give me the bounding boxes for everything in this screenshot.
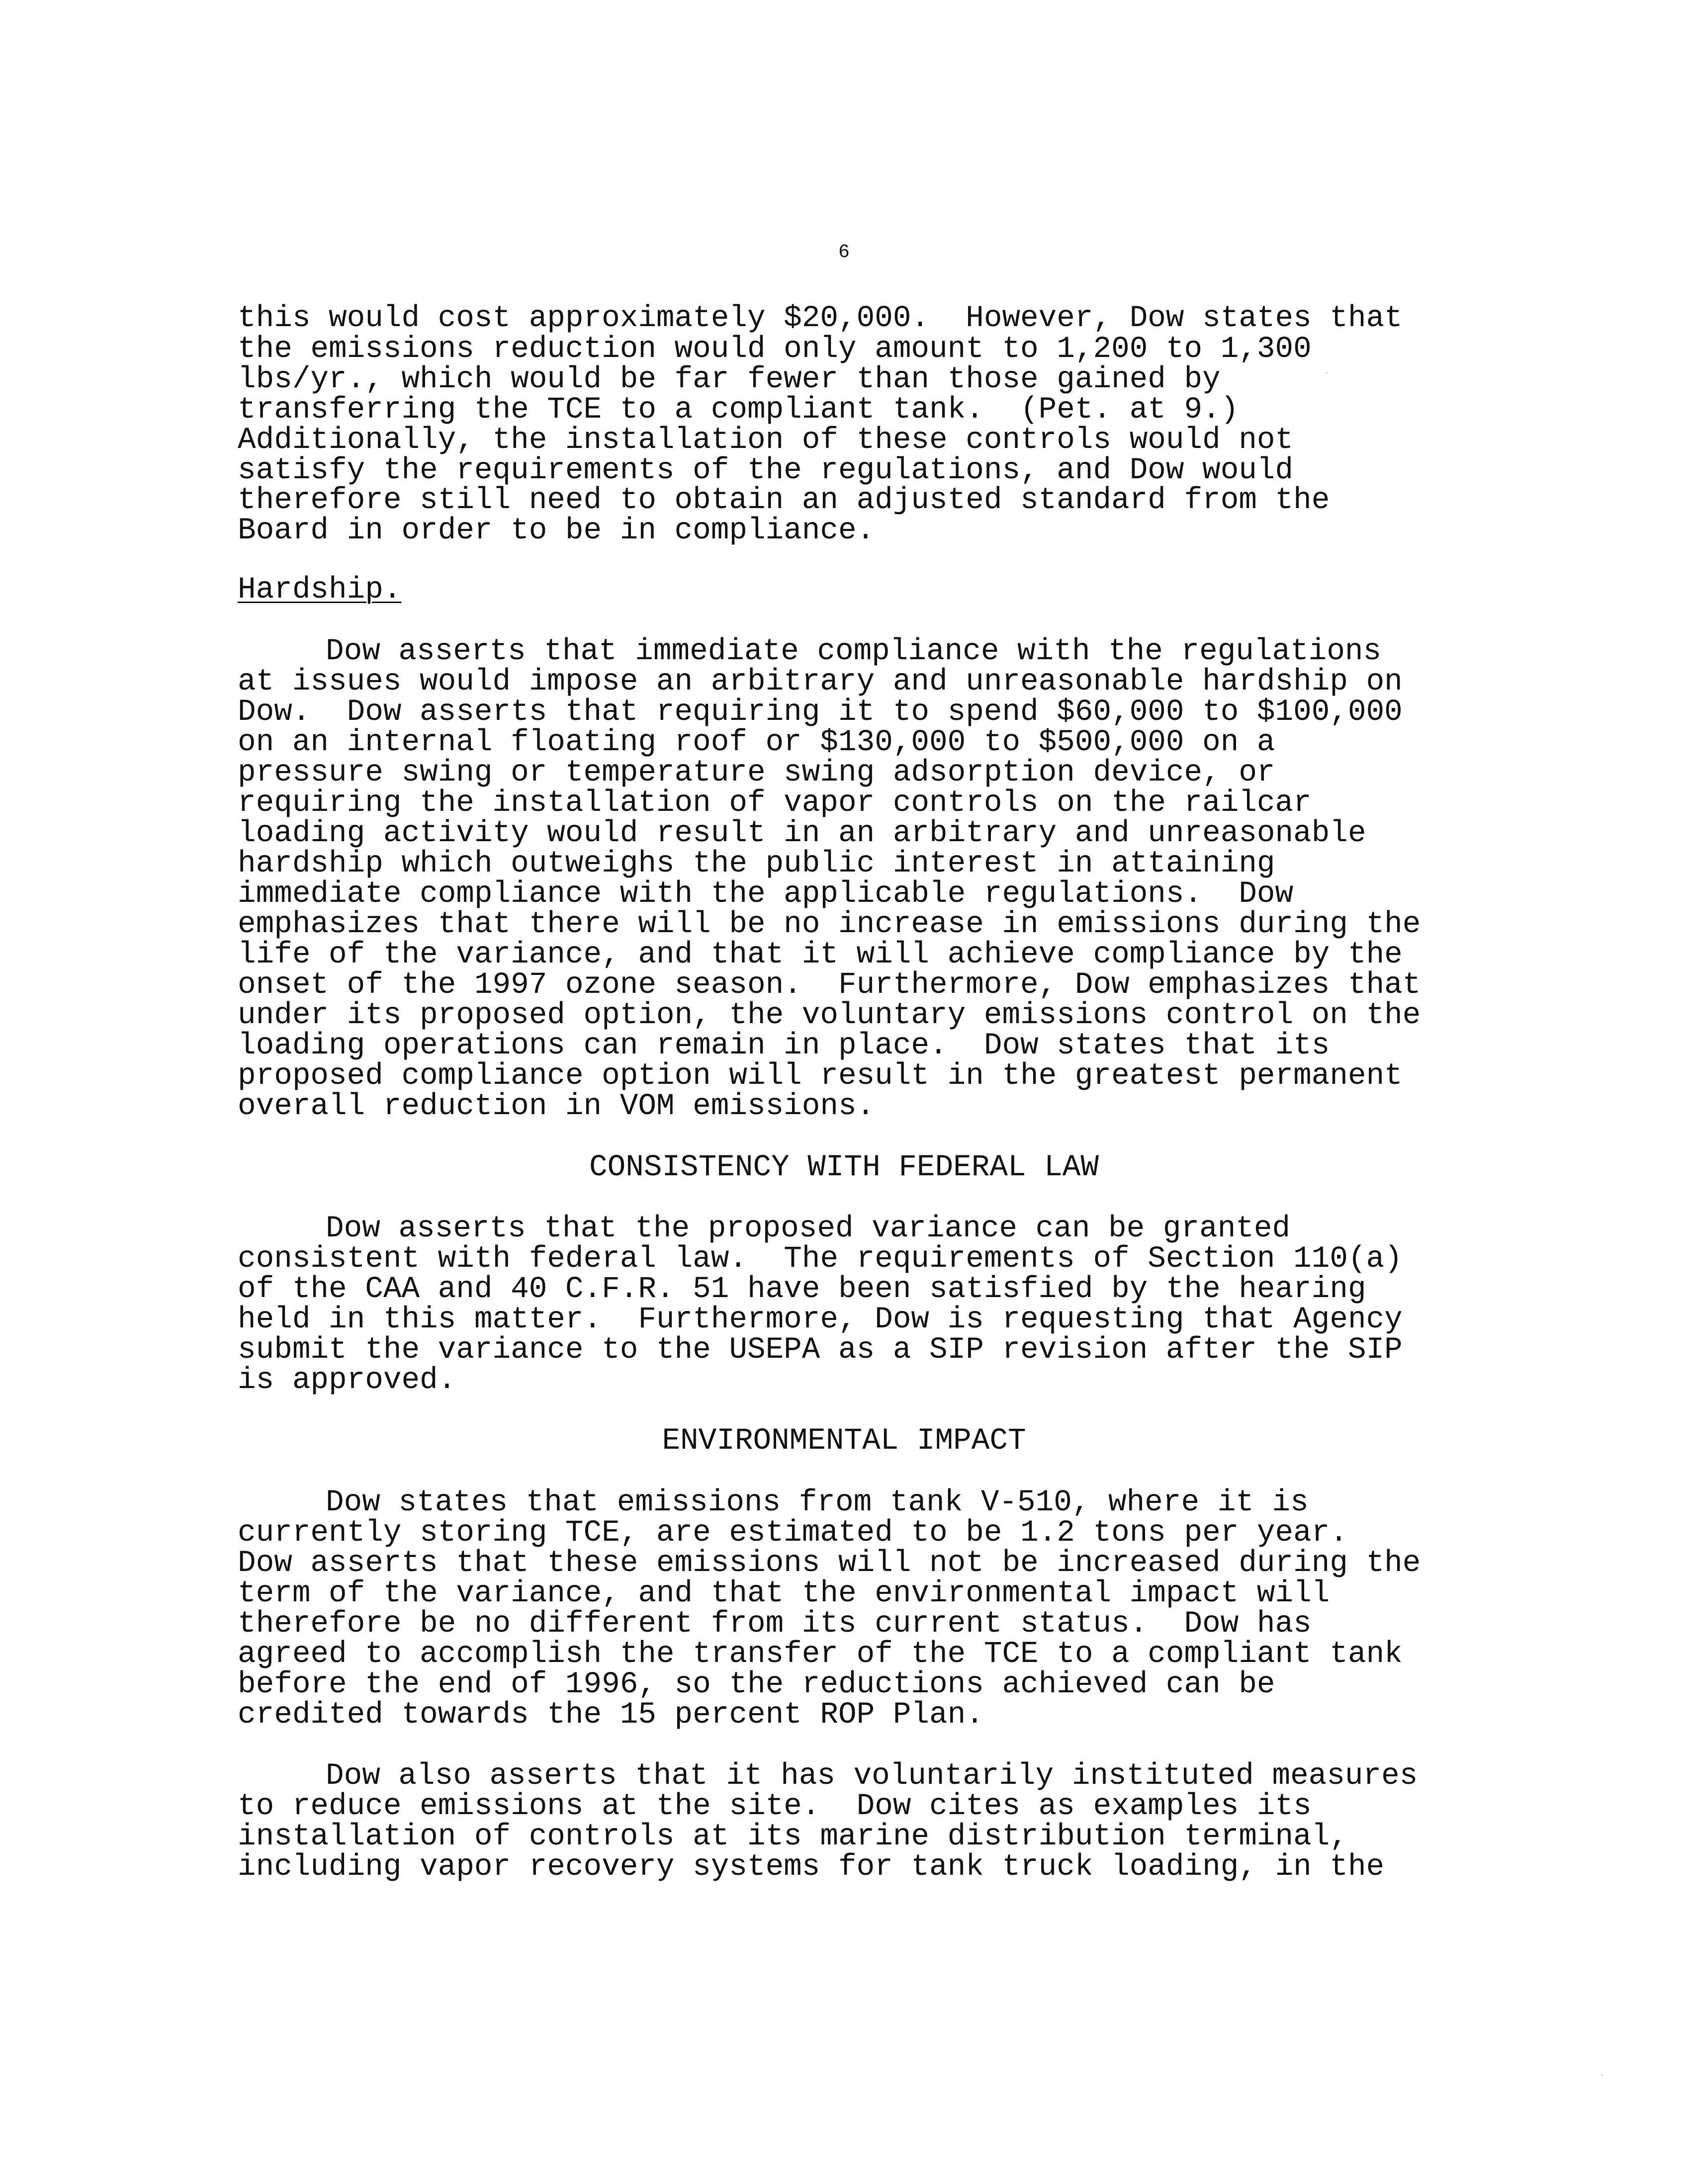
paragraph-1-line: this would cost approximately $20,000. However, Dow states that	[238, 301, 1403, 336]
paragraph-4-line: currently storing TCE, are estimated to be 1.2 tons per year.	[238, 1516, 1348, 1550]
paragraph-4-line: Dow asserts that these emissions will not be increased during the	[238, 1546, 1421, 1580]
paragraph-3-line: is approved.	[238, 1363, 456, 1398]
paragraph-2-line: loading operations can remain in place. Dow states that its	[238, 1029, 1330, 1063]
paragraph-4-line: credited towards the 15 percent ROP Plan.	[238, 1698, 984, 1732]
paragraph-5-line: including vapor recovery systems for tank truck loading, in the	[238, 1850, 1385, 1884]
paragraph-5-line: installation of controls at its marine distribution terminal,	[238, 1820, 1348, 1854]
paragraph-4-line: term of the variance, and that the environmental impact will	[238, 1576, 1330, 1611]
paragraph-3-line: of the CAA and 40 C.F.R. 51 have been satisfied by the hearing	[238, 1272, 1366, 1307]
page-number: 6	[838, 242, 850, 263]
paragraph-2-line: pressure swing or temperature swing adsorption device, or	[238, 756, 1275, 790]
paragraph-1-line: the emissions reduction would only amount to 1,200 to 1,300	[238, 332, 1312, 366]
paragraph-4-line: therefore be no different from its current status. Dow has	[238, 1607, 1312, 1641]
paragraph-2-line: emphasizes that there will be no increase in emissions during the	[238, 907, 1421, 942]
paragraph-2-line: requiring the installation of vapor controls on the railcar	[238, 786, 1312, 820]
paragraph-3-line: submit the variance to the USEPA as a SIP revision after the SIP	[238, 1333, 1403, 1367]
paragraph-5-line: to reduce emissions at the site. Dow cites as examples its	[238, 1789, 1312, 1824]
scan-speck	[1326, 372, 1328, 374]
paragraph-2-line: at issues would impose an arbitrary and unreasonable hardship on	[238, 665, 1403, 699]
paragraph-2-line: proposed compliance option will result in the greatest permanent	[238, 1059, 1403, 1093]
paragraph-2-line: under its proposed option, the voluntary emissions control on the	[238, 998, 1421, 1033]
paragraph-2-line: on an internal floating roof or $130,000 to $500,000 on a	[238, 725, 1275, 760]
paragraph-5-line: Dow also asserts that it has voluntarily instituted measures	[326, 1759, 1418, 1793]
paragraph-3-line: Dow asserts that the proposed variance can be granted	[326, 1212, 1291, 1246]
paragraph-4-line: before the end of 1996, so the reductions achieved can be	[238, 1667, 1275, 1702]
paragraph-4-line: Dow states that emissions from tank V-510, where it is	[326, 1485, 1309, 1520]
paragraph-1-line: Board in order to be in compliance.	[238, 514, 875, 548]
consistency-heading: CONSISTENCY WITH FEDERAL LAW	[589, 1150, 1099, 1185]
paragraph-1-line: lbs/yr., which would be far fewer than those gained by	[238, 362, 1221, 397]
paragraph-2-line: life of the variance, and that it will achieve compliance by the	[238, 938, 1403, 972]
paragraph-3-line: consistent with federal law. The requirements of Section 110(a)	[238, 1242, 1403, 1276]
hardship-heading: Hardship.	[238, 573, 402, 607]
paragraph-3-line: held in this matter. Furthermore, Dow is requesting that Agency	[238, 1303, 1403, 1337]
paragraph-2-line: onset of the 1997 ozone season. Furthermore, Dow emphasizes that	[238, 968, 1421, 1002]
paragraph-1-line: satisfy the requirements of the regulations, and Dow would	[238, 453, 1294, 488]
paragraph-2-line: immediate compliance with the applicable regulations. Dow	[238, 877, 1294, 911]
paragraph-2-line: hardship which outweighs the public interest in attaining	[238, 847, 1275, 881]
paragraph-2-line: overall reduction in VOM emissions.	[238, 1089, 875, 1124]
paragraph-2-line: Dow. Dow asserts that requiring it to spend $60,000 to $100,000	[238, 695, 1403, 729]
paragraph-1-line: Additionally, the installation of these controls would not	[238, 423, 1294, 457]
paragraph-1-line: transferring the TCE to a compliant tank. (Pet. at 9.)	[238, 393, 1239, 427]
paragraph-4-line: agreed to accomplish the transfer of the TCE to a compliant tank	[238, 1637, 1403, 1671]
paragraph-2-line: loading activity would result in an arbitrary and unreasonable	[238, 816, 1366, 851]
environmental-heading: ENVIRONMENTAL IMPACT	[662, 1424, 1026, 1458]
paragraph-2-line: Dow asserts that immediate compliance with the regulations	[326, 634, 1382, 669]
paragraph-1-line: therefore still need to obtain an adjusted standard from the	[238, 483, 1330, 518]
scan-speck	[1601, 2074, 1603, 2076]
